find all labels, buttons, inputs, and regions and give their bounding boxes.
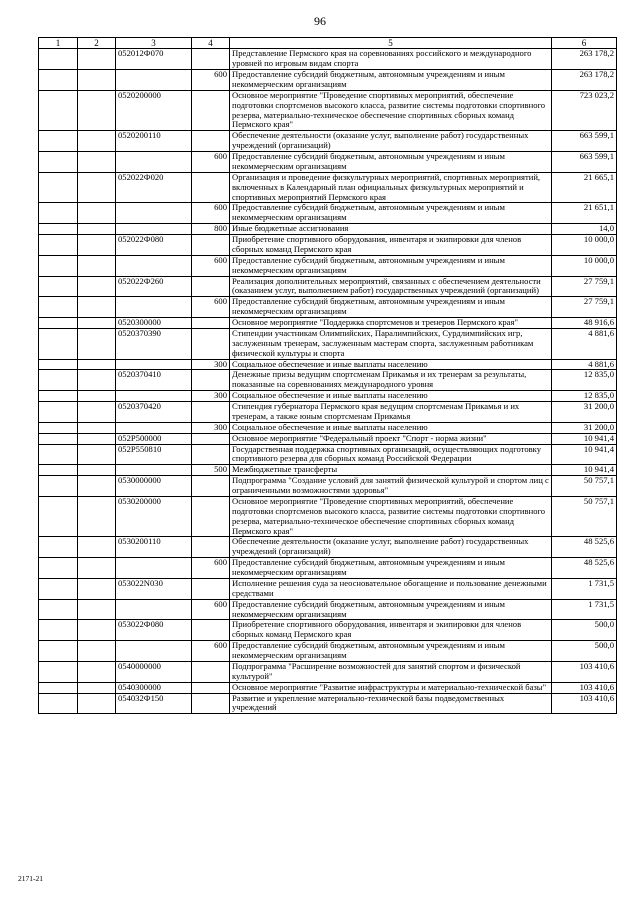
amount: 48 525,6 <box>552 558 617 579</box>
table-row <box>39 661 617 682</box>
cell-col-1 <box>39 693 78 714</box>
table-row <box>39 620 617 641</box>
cell-col-2 <box>78 558 116 579</box>
expense-type-code <box>192 476 230 497</box>
cell-col-1 <box>39 297 78 318</box>
cell-col-1 <box>39 620 78 641</box>
amount: 1 731,5 <box>552 599 617 620</box>
cell-col-1 <box>39 537 78 558</box>
target-article-code <box>116 152 192 173</box>
target-article-code: 0540300000 <box>116 682 192 693</box>
amount: 500,0 <box>552 641 617 662</box>
cell-col-2 <box>78 172 116 203</box>
amount: 663 599,1 <box>552 152 617 173</box>
table-row <box>39 203 617 224</box>
amount: 50 757,1 <box>552 476 617 497</box>
amount: 263 178,2 <box>552 70 617 91</box>
cell-col-1 <box>39 682 78 693</box>
target-article-code <box>116 255 192 276</box>
expense-type-code <box>192 496 230 537</box>
target-article-code: 0520200000 <box>116 90 192 131</box>
expense-type-code <box>192 537 230 558</box>
cell-col-1 <box>39 328 78 359</box>
cell-col-2 <box>78 444 116 465</box>
item-name: Социальное обеспечение и иные выплаты населению <box>230 359 552 370</box>
cell-col-2 <box>78 235 116 256</box>
target-article-code: 0520370420 <box>116 402 192 423</box>
cell-col-2 <box>78 224 116 235</box>
item-name: Основное мероприятие "Проведение спортивных мероприятий, обеспечение подготовки спортсменов высокого класса, развитие системы подготовки спортивного резерва, материально-техническое обеспечение спортивных сборных команд Пермского края" <box>230 90 552 131</box>
item-name: Организация и проведение физкультурных мероприятий, спортивных мероприятий, включенных в Календарный план официальных физкультурных мероприятий и спортивных мероприятий Пермского края <box>230 172 552 203</box>
cell-col-1 <box>39 433 78 444</box>
item-name: Предоставление субсидий бюджетным, автономным учреждениям и иным некоммерческим организациям <box>230 641 552 662</box>
table-row <box>39 496 617 537</box>
expense-type-code: 800 <box>192 224 230 235</box>
amount: 10 941,4 <box>552 433 617 444</box>
amount: 663 599,1 <box>552 131 617 152</box>
cell-col-2 <box>78 693 116 714</box>
cell-col-1 <box>39 276 78 297</box>
target-article-code <box>116 203 192 224</box>
item-name: Стипендия губернатора Пермского края ведущим спортсменам Прикамья и их тренерам, а также юным спортсменам Прикамья <box>230 402 552 423</box>
item-name: Обеспечение деятельности (оказание услуг, выполнение работ) государственных учреждений (организаций) <box>230 537 552 558</box>
item-name: Предоставление субсидий бюджетным, автономным учреждениям и иным некоммерческим организациям <box>230 70 552 91</box>
item-name: Основное мероприятие "Поддержка спортсменов и тренеров Пермского края" <box>230 318 552 329</box>
amount: 50 757,1 <box>552 496 617 537</box>
expense-type-code: 600 <box>192 641 230 662</box>
amount: 27 759,1 <box>552 276 617 297</box>
expense-type-code <box>192 90 230 131</box>
table-row <box>39 391 617 402</box>
target-article-code: 053022Ф080 <box>116 620 192 641</box>
expense-type-code <box>192 578 230 599</box>
amount: 1 731,5 <box>552 578 617 599</box>
target-article-code: 0520300000 <box>116 318 192 329</box>
item-name: Основное мероприятие "Проведение спортивных мероприятий, обеспечение подготовки спортсменов высокого класса, развитие системы подготовки спортивного резерва, материально-техническое обеспечение спортивных сборных команд Пермского края" <box>230 496 552 537</box>
cell-col-1 <box>39 370 78 391</box>
target-article-code <box>116 224 192 235</box>
table-row <box>39 276 617 297</box>
cell-col-1 <box>39 444 78 465</box>
table-row <box>39 693 617 714</box>
cell-col-2 <box>78 599 116 620</box>
target-article-code <box>116 70 192 91</box>
cell-col-1 <box>39 131 78 152</box>
table-row <box>39 297 617 318</box>
amount: 4 881,6 <box>552 328 617 359</box>
cell-col-1 <box>39 465 78 476</box>
expense-type-code <box>192 318 230 329</box>
amount: 500,0 <box>552 620 617 641</box>
amount: 21 651,1 <box>552 203 617 224</box>
table-row <box>39 152 617 173</box>
cell-col-2 <box>78 465 116 476</box>
cell-col-1 <box>39 661 78 682</box>
expense-type-code <box>192 131 230 152</box>
table-row <box>39 70 617 91</box>
expense-type-code <box>192 370 230 391</box>
expense-type-code <box>192 328 230 359</box>
target-article-code: 0520370410 <box>116 370 192 391</box>
cell-col-2 <box>78 359 116 370</box>
cell-col-2 <box>78 682 116 693</box>
table-row <box>39 558 617 579</box>
cell-col-2 <box>78 318 116 329</box>
cell-col-1 <box>39 391 78 402</box>
cell-col-2 <box>78 391 116 402</box>
cell-col-1 <box>39 318 78 329</box>
cell-col-2 <box>78 422 116 433</box>
cell-col-2 <box>78 90 116 131</box>
cell-col-1 <box>39 70 78 91</box>
expense-type-code <box>192 235 230 256</box>
cell-col-1 <box>39 90 78 131</box>
cell-col-1 <box>39 359 78 370</box>
item-name: Основное мероприятие "Федеральный проект "Спорт - норма жизни" <box>230 433 552 444</box>
cell-col-1 <box>39 422 78 433</box>
amount: 10 941,4 <box>552 465 617 476</box>
amount: 10 000,0 <box>552 235 617 256</box>
target-article-code: 053022N030 <box>116 578 192 599</box>
amount: 10 941,4 <box>552 444 617 465</box>
cell-col-1 <box>39 255 78 276</box>
target-article-code: 052P500000 <box>116 433 192 444</box>
cell-col-2 <box>78 641 116 662</box>
item-name: Предоставление субсидий бюджетным, автономным учреждениям и иным некоммерческим организациям <box>230 558 552 579</box>
cell-col-1 <box>39 402 78 423</box>
target-article-code: 0530200110 <box>116 537 192 558</box>
column-header: 4 <box>192 38 230 49</box>
table-row <box>39 131 617 152</box>
amount: 21 665,1 <box>552 172 617 203</box>
cell-col-2 <box>78 661 116 682</box>
target-article-code <box>116 422 192 433</box>
cell-col-1 <box>39 558 78 579</box>
target-article-code: 0540000000 <box>116 661 192 682</box>
column-header: 6 <box>552 38 617 49</box>
expense-type-code <box>192 620 230 641</box>
item-name: Реализация дополнительных мероприятий, связанных с обеспечением деятельности (оказанием услуг, выполнением работ) государственных учреждений (организаций) <box>230 276 552 297</box>
target-article-code <box>116 599 192 620</box>
cell-col-2 <box>78 620 116 641</box>
target-article-code <box>116 465 192 476</box>
table-row <box>39 433 617 444</box>
target-article-code: 0530200000 <box>116 496 192 537</box>
item-name: Обеспечение деятельности (оказание услуг, выполнение работ) государственных учреждений (организаций) <box>230 131 552 152</box>
table-row <box>39 465 617 476</box>
column-header: 2 <box>78 38 116 49</box>
target-article-code: 052012Ф070 <box>116 49 192 70</box>
cell-col-2 <box>78 152 116 173</box>
target-article-code: 0530000000 <box>116 476 192 497</box>
table-row <box>39 444 617 465</box>
item-name: Денежные призы ведущим спортсменам Прикамья и их тренерам за результаты, показанные на соревнованиях международного уровня <box>230 370 552 391</box>
item-name: Представление Пермского края на соревнованиях российского и международного уровней по игровым видам спорта <box>230 49 552 70</box>
column-header: 1 <box>39 38 78 49</box>
item-name: Государственная поддержка спортивных организаций, осуществляющих подготовку спортивного резерва для сборных команд Российской Федерации <box>230 444 552 465</box>
cell-col-2 <box>78 203 116 224</box>
cell-col-2 <box>78 578 116 599</box>
expense-type-code <box>192 444 230 465</box>
amount: 12 835,0 <box>552 370 617 391</box>
target-article-code: 052022Ф260 <box>116 276 192 297</box>
table-row <box>39 476 617 497</box>
cell-col-1 <box>39 476 78 497</box>
table-row <box>39 90 617 131</box>
table-header-row <box>39 38 617 49</box>
item-name: Приобретение спортивного оборудования, инвентаря и экипировки для членов сборных команд Пермского края <box>230 235 552 256</box>
target-article-code <box>116 641 192 662</box>
table-row <box>39 235 617 256</box>
table-row <box>39 402 617 423</box>
expense-type-code <box>192 693 230 714</box>
item-name: Развитие и укрепление материально-технической базы подведомственных учреждений <box>230 693 552 714</box>
cell-col-1 <box>39 599 78 620</box>
cell-col-2 <box>78 496 116 537</box>
item-name: Стипендии участникам Олимпийских, Паралимпийских, Сурдлимпийских игр, заслуженным тренерам, заслуженным мастерам спорта, заслуженным работникам физической культуры и спорта <box>230 328 552 359</box>
item-name: Социальное обеспечение и иные выплаты населению <box>230 422 552 433</box>
footer-code: 2171-21 <box>18 874 43 883</box>
cell-col-1 <box>39 203 78 224</box>
item-name: Предоставление субсидий бюджетным, автономным учреждениям и иным некоммерческим организациям <box>230 599 552 620</box>
expense-type-code <box>192 49 230 70</box>
amount: 103 410,6 <box>552 661 617 682</box>
target-article-code <box>116 359 192 370</box>
expense-type-code <box>192 682 230 693</box>
table-row <box>39 49 617 70</box>
expense-type-code <box>192 433 230 444</box>
item-name: Приобретение спортивного оборудования, инвентаря и экипировки для членов сборных команд Пермского края <box>230 620 552 641</box>
table-row <box>39 224 617 235</box>
cell-col-2 <box>78 131 116 152</box>
cell-col-1 <box>39 172 78 203</box>
target-article-code <box>116 391 192 402</box>
amount: 103 410,6 <box>552 693 617 714</box>
cell-col-2 <box>78 255 116 276</box>
cell-col-1 <box>39 641 78 662</box>
target-article-code: 0520370390 <box>116 328 192 359</box>
table-row <box>39 172 617 203</box>
table-row <box>39 328 617 359</box>
item-name: Подпрограмма "Создание условий для занятий физической культурой и спортом лиц с ограниченными возможностями здоровья" <box>230 476 552 497</box>
target-article-code: 054032Ф150 <box>116 693 192 714</box>
amount: 31 200,0 <box>552 402 617 423</box>
item-name: Межбюджетные трансферты <box>230 465 552 476</box>
cell-col-2 <box>78 49 116 70</box>
expense-type-code: 600 <box>192 599 230 620</box>
cell-col-2 <box>78 328 116 359</box>
table-row <box>39 370 617 391</box>
expense-type-code: 600 <box>192 255 230 276</box>
target-article-code: 0520200110 <box>116 131 192 152</box>
cell-col-2 <box>78 276 116 297</box>
target-article-code <box>116 558 192 579</box>
expense-type-code: 500 <box>192 465 230 476</box>
cell-col-1 <box>39 235 78 256</box>
expense-type-code: 600 <box>192 203 230 224</box>
budget-table-body <box>39 38 617 714</box>
amount: 723 023,2 <box>552 90 617 131</box>
table-row <box>39 599 617 620</box>
cell-col-2 <box>78 476 116 497</box>
item-name: Подпрограмма "Расширение возможностей для занятий спортом и физической культурой" <box>230 661 552 682</box>
table-row <box>39 255 617 276</box>
column-header: 3 <box>116 38 192 49</box>
cell-col-2 <box>78 433 116 444</box>
item-name: Предоставление субсидий бюджетным, автономным учреждениям и иным некоммерческим организациям <box>230 297 552 318</box>
cell-col-2 <box>78 537 116 558</box>
expense-type-code: 600 <box>192 70 230 91</box>
expense-type-code: 300 <box>192 391 230 402</box>
cell-col-1 <box>39 49 78 70</box>
table-row <box>39 422 617 433</box>
amount: 12 835,0 <box>552 391 617 402</box>
amount: 14,0 <box>552 224 617 235</box>
target-article-code: 052022Ф080 <box>116 235 192 256</box>
target-article-code: 052P550810 <box>116 444 192 465</box>
expense-type-code <box>192 276 230 297</box>
expense-type-code: 300 <box>192 422 230 433</box>
cell-col-2 <box>78 370 116 391</box>
expense-type-code: 600 <box>192 558 230 579</box>
item-name: Предоставление субсидий бюджетным, автономным учреждениям и иным некоммерческим организациям <box>230 152 552 173</box>
target-article-code: 052022Ф020 <box>116 172 192 203</box>
cell-col-2 <box>78 297 116 318</box>
table-row <box>39 359 617 370</box>
cell-col-2 <box>78 70 116 91</box>
amount: 48 525,6 <box>552 537 617 558</box>
cell-col-1 <box>39 578 78 599</box>
item-name: Исполнение решения суда за неосновательное обогащение и пользование денежными средствами <box>230 578 552 599</box>
amount: 31 200,0 <box>552 422 617 433</box>
cell-col-1 <box>39 152 78 173</box>
cell-col-2 <box>78 402 116 423</box>
column-header: 5 <box>230 38 552 49</box>
table-row <box>39 318 617 329</box>
expense-type-code: 600 <box>192 152 230 173</box>
expense-type-code <box>192 661 230 682</box>
table-row <box>39 682 617 693</box>
expense-type-code: 600 <box>192 297 230 318</box>
item-name: Иные бюджетные ассигнования <box>230 224 552 235</box>
amount: 10 000,0 <box>552 255 617 276</box>
cell-col-1 <box>39 224 78 235</box>
budget-table <box>38 37 617 714</box>
target-article-code <box>116 297 192 318</box>
amount: 263 178,2 <box>552 49 617 70</box>
expense-type-code <box>192 402 230 423</box>
amount: 4 881,6 <box>552 359 617 370</box>
table-row <box>39 578 617 599</box>
item-name: Социальное обеспечение и иные выплаты населению <box>230 391 552 402</box>
page-number: 96 <box>314 14 326 28</box>
item-name: Основное мероприятие "Развитие инфраструктуры и материально-технической базы" <box>230 682 552 693</box>
cell-col-1 <box>39 496 78 537</box>
item-name: Предоставление субсидий бюджетным, автономным учреждениям и иным некоммерческим организациям <box>230 203 552 224</box>
amount: 48 916,6 <box>552 318 617 329</box>
table-row <box>39 641 617 662</box>
amount: 103 410,6 <box>552 682 617 693</box>
expense-type-code <box>192 172 230 203</box>
amount: 27 759,1 <box>552 297 617 318</box>
table-row <box>39 537 617 558</box>
expense-type-code: 300 <box>192 359 230 370</box>
item-name: Предоставление субсидий бюджетным, автономным учреждениям и иным некоммерческим организациям <box>230 255 552 276</box>
